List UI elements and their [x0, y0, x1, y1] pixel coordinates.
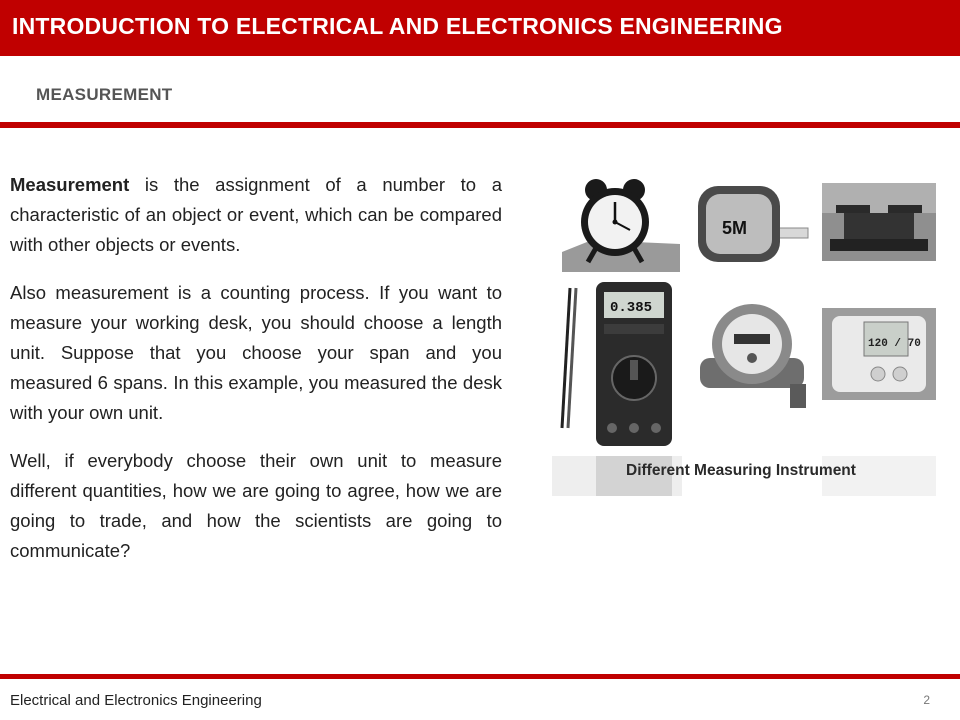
figure-caption: Different Measuring Instrument — [626, 462, 856, 479]
blood-pressure-monitor-icon — [822, 308, 936, 400]
tape-measure-image — [692, 178, 810, 270]
alarm-clock-image — [562, 174, 680, 272]
paragraph-definition — [10, 170, 502, 260]
header-bar — [0, 0, 960, 56]
water-meter-image — [694, 288, 810, 418]
multimeter-icon — [552, 278, 682, 453]
tape-measure-icon — [692, 178, 810, 270]
tape-measure-label: 5M — [722, 218, 748, 238]
multimeter-image — [552, 278, 682, 453]
balance-scale-icon — [822, 183, 936, 261]
body-text — [10, 170, 502, 584]
slide-header-title: INTRODUCTION TO ELECTRICAL AND ELECTRONICS ENGINEERING — [12, 13, 783, 39]
top-divider — [0, 122, 960, 128]
alarm-clock-icon — [562, 174, 680, 272]
footer-text: Electrical and Electronics Engineering — [10, 692, 262, 709]
definition-text: is the assignment of a number to a characteristic of an object or event, which can be compared with other objects or events. — [10, 174, 502, 255]
paragraph-question: Well, if everybody choose their own unit to measure different quantities, how we are going to agree, how we are going to trade, and how the scientists are going to communicate? — [10, 450, 502, 561]
section-title: MEASUREMENT — [36, 85, 173, 104]
page-number: 2 — [923, 693, 930, 707]
multimeter-display: 0.385 — [610, 300, 653, 316]
bp-monitor-display: 120 / 70 — [868, 338, 921, 350]
paragraph-counting: Also measurement is a counting process. If you want to measure your working desk, you should choose a length unit. Suppose that you choose your span and you measured 6 spans. In this example, you measured the desk with your own unit. — [10, 282, 502, 423]
blood-pressure-monitor-image — [822, 308, 936, 400]
bottom-divider — [0, 674, 960, 679]
balance-scale-image — [822, 183, 936, 261]
instrument-gallery — [552, 168, 942, 488]
water-meter-icon — [694, 288, 810, 418]
definition-term: Measurement — [10, 174, 130, 195]
